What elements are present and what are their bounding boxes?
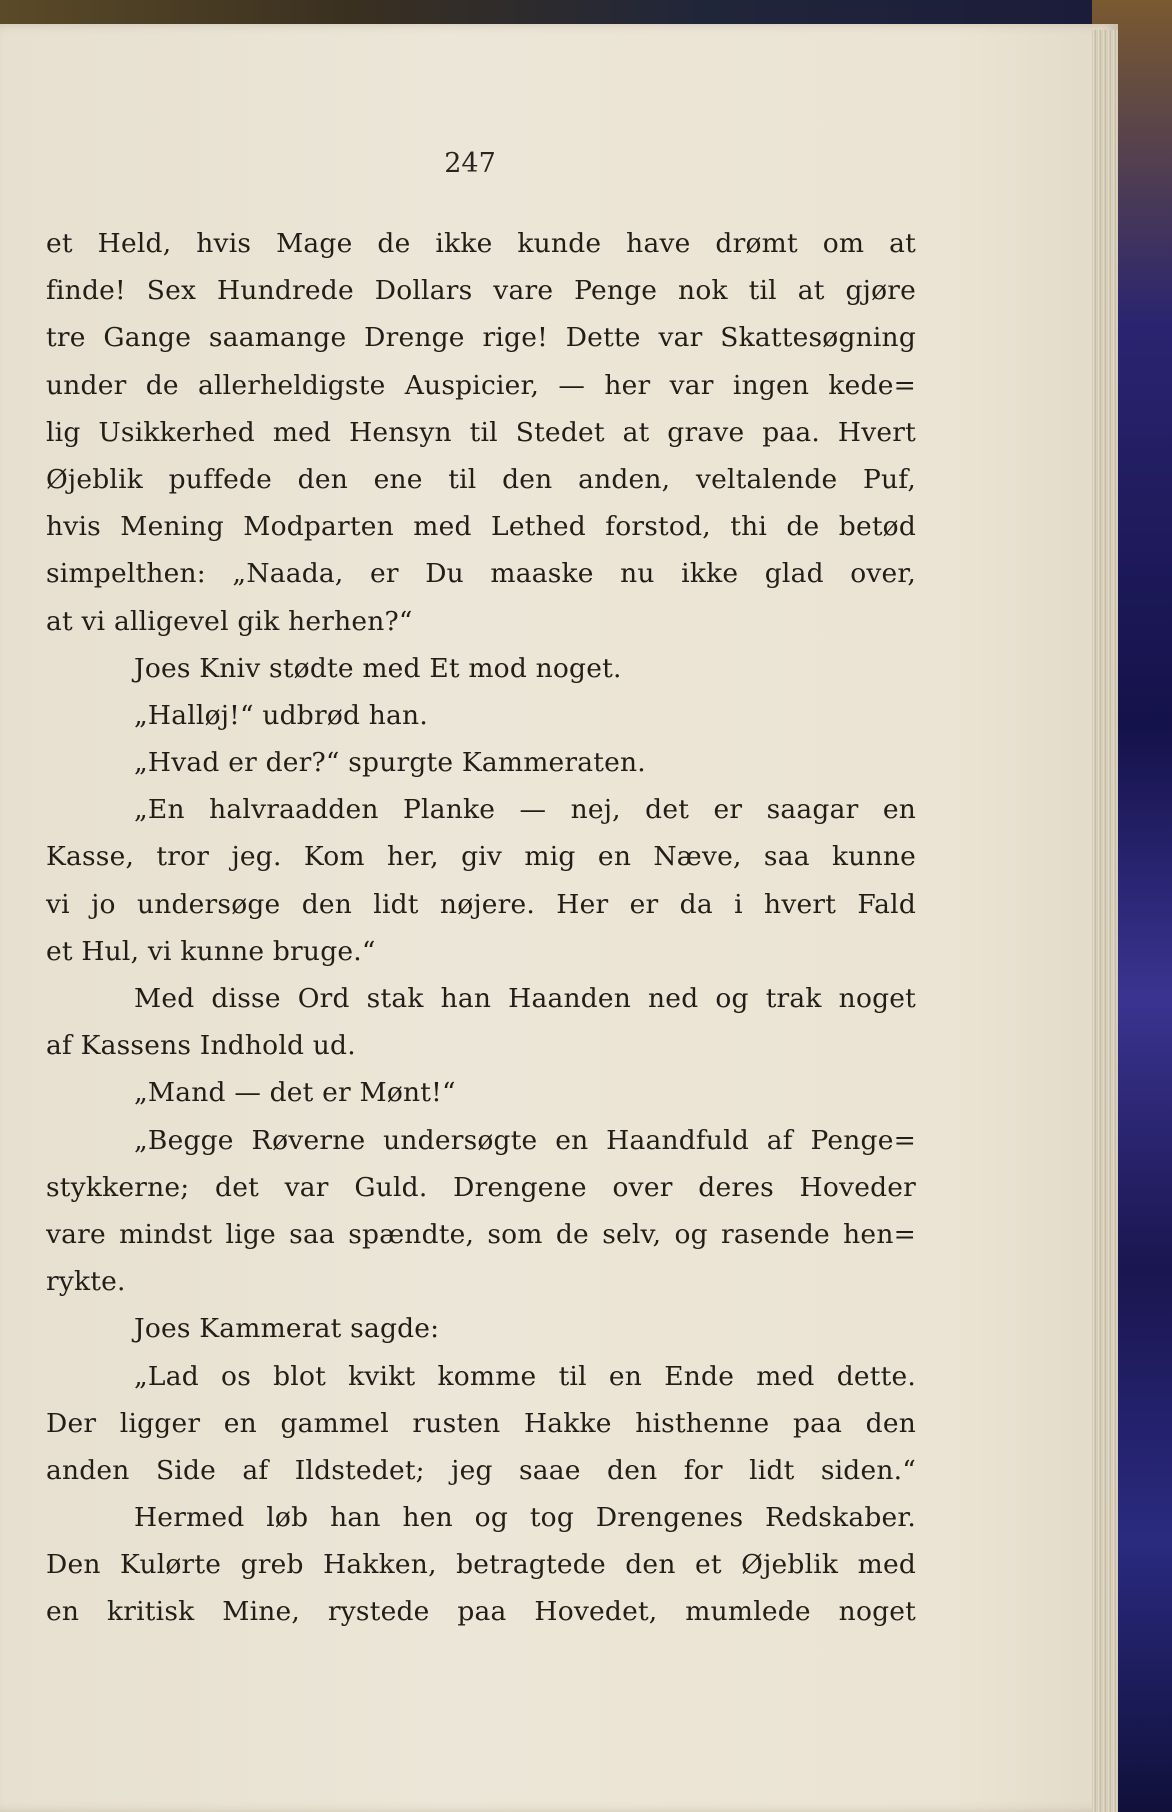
text-line: Kasse, tror jeg. Kom her, giv mig en Næve, saa kunne (46, 841, 916, 873)
text-line: under de allerheldigste Auspicier, — her var ingen kede= (46, 369, 916, 401)
text-line: „Lad os blot kvikt komme til en Ende med dette. (134, 1360, 916, 1392)
text-line: „Begge Røverne undersøgte en Haandfuld af Penge= (134, 1124, 916, 1156)
text-line: simpelthen: „Naada, er Du maaske nu ikke glad over, (46, 558, 916, 590)
text-line: anden Side af Ildstedet; jeg saae den for lidt siden.“ (46, 1454, 916, 1486)
text-line: Joes Kniv stødte med Et mod noget. (134, 652, 622, 684)
text-line: af Kassens Indhold ud. (46, 1030, 356, 1062)
text-line: tre Gange saamange Drenge rige! Dette var Skattesøgning (46, 322, 916, 354)
text-line: et Hul, vi kunne bruge.“ (46, 935, 376, 967)
text-line: et Held, hvis Mage de ikke kunde have drømt om at (46, 228, 916, 259)
text-line: „Halløj!“ udbrød han. (134, 699, 428, 731)
text-line: „Mand — det er Mønt!“ (134, 1077, 456, 1109)
text-line: „Hvad er der?“ spurgte Kammeraten. (134, 747, 646, 779)
text-line: Hermed løb han hen og tog Drengenes Redskaber. (134, 1502, 916, 1534)
text-line: Der ligger en gammel rusten Hakke histhenne paa den (46, 1407, 916, 1439)
page-edges (1092, 30, 1118, 1812)
text-line: „En halvraadden Planke — nej, det er saagar en (134, 794, 916, 826)
text-line: Den Kulørte greb Hakken, betragtede den et Øjeblik med (46, 1549, 916, 1581)
text-line: hvis Mening Modparten med Lethed forstod, thi de betød (46, 511, 916, 543)
text-line: vare mindst lige saa spændte, som de selv, og rasende hen= (46, 1218, 916, 1250)
text-line: at vi alligevel gik herhen?“ (46, 605, 413, 637)
text-line: Joes Kammerat sagde: (134, 1313, 440, 1345)
page-number: 247 (444, 148, 496, 179)
text-line: stykkerne; det var Guld. Drengene over deres Hoveder (46, 1171, 916, 1203)
text-line: lig Usikkerhed med Hensyn til Stedet at grave paa. Hvert (46, 416, 916, 448)
body-text (46, 220, 916, 1636)
text-line: rykte. (46, 1266, 126, 1298)
text-line: en kritisk Mine, rystede paa Hovedet, mumlede noget (46, 1596, 916, 1628)
text-line: vi jo undersøge den lidt nøjere. Her er da i hvert Fald (46, 888, 916, 920)
text-line: Øjeblik puffede den ene til den anden, veltalende Puf, (46, 463, 916, 495)
book-page (0, 24, 1118, 1812)
text-line: Med disse Ord stak han Haanden ned og trak noget (134, 983, 916, 1014)
text-line: finde! Sex Hundrede Dollars vare Penge nok til at gjøre (46, 275, 916, 307)
